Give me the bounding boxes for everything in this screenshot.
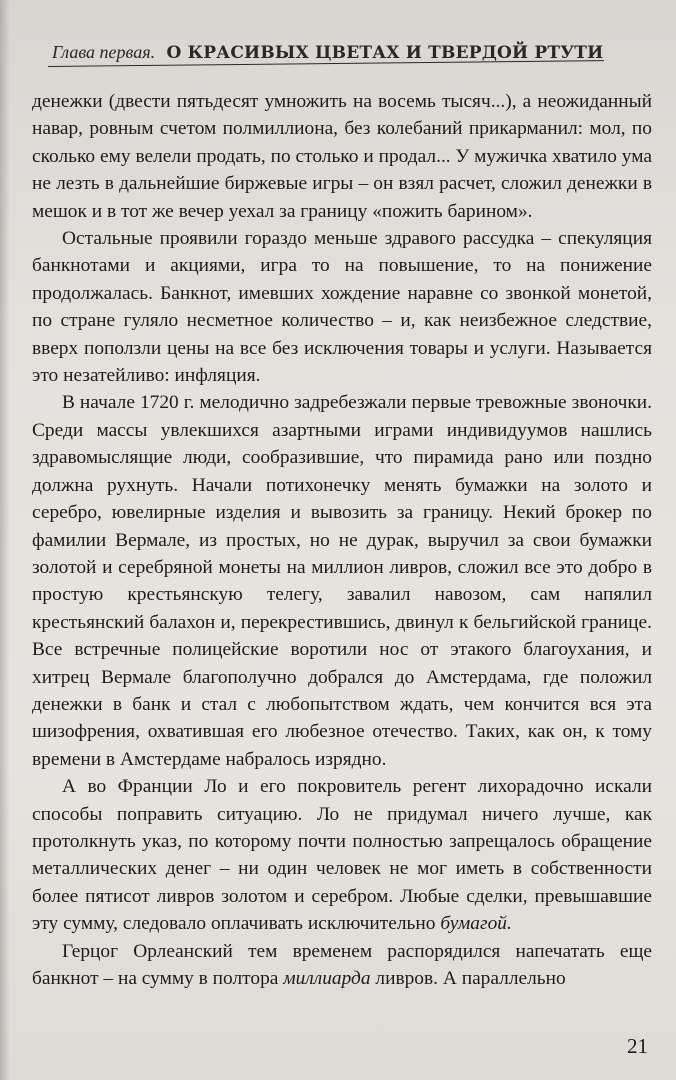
paragraph-4 [32, 773, 652, 937]
paragraph-5-text: Герцог Орлеанский тем временем распорядился напечатать еще банкнот – на сумму в полтора [32, 940, 652, 989]
paragraph-5-tail: ливров. А параллельно [370, 968, 566, 989]
paragraph-3 [32, 389, 652, 773]
paragraph-2-text: Остальные проявили гораздо меньше здравого рассудка – спекуляция банкнотами и акциями, игра то на повышение, то на понижение продолжалась. Банкнот, имевших хождение наравне со звонкой монетой, по стране гуляло несметное количество – и, как неизбежное следствие, вверх поползли цены на все без исключения товары и услуги. Называется это незатейливо: инфляция. [32, 228, 652, 387]
running-header [52, 42, 612, 63]
paragraph-5 [32, 938, 652, 993]
paragraph-1-text: денежки (двести пятьдесят умножить на восемь тысяч...), а неожиданный навар, ровным счетом полмиллиона, без колебаний прикарманил: мол, по сколько ему велели продать, по столько и продал... У мужичка хватило ума не лезть в дальнейшие биржевые игры – он взял расчет, сложил денежки в мешок и в тот же вечер уехал за границу «пожить барином». [32, 91, 652, 222]
page-gutter-shadow [0, 0, 10, 1080]
body-text [32, 88, 652, 992]
paragraph-4-text: А во Франции Ло и его покровитель регент лихорадочно искали способы поправить ситуацию. Ло не придумал ничего лучше, как протолкнуть указ, по которому почти полностью запрещалось обращение металлических денег – ни один человек не мог иметь в собственности более пятисот ливров золотом и серебром. Любые сделки, превышавшие эту сумму, следовало оплачивать исключительно [32, 776, 652, 935]
chapter-label: Глава первая. [52, 42, 156, 62]
page-number: 21 [627, 1034, 648, 1058]
paragraph-2 [32, 225, 652, 389]
paragraph-5-emphasis: миллиарда [283, 968, 371, 989]
chapter-title: О КРАСИВЫХ ЦВЕТАХ И ТВЕРДОЙ РТУТИ [166, 43, 604, 63]
paragraph-1 [32, 88, 652, 225]
paragraph-4-emphasis: бумагой. [440, 913, 512, 935]
paragraph-3-text: В начале 1720 г. мелодично задребезжали первые тревожные звоночки. Среди массы увлекшихся азартными играми индивидуумов нашлись здравомыслящие люди, сообразившие, что пирамида рано или поздно должна рухнуть. Начали потихонечку менять бумажки на золото и серебро, ювелирные изделия и вывозить за границу. Некий брокер по фамилии Вермале, из простых, но не дурак, выручил за свои бумажки золотой и серебряной монеты на миллион ливров, сложил все это добро в простую крестьянскую телегу, завалил навозом, сам напялил крестьянский балахон и, перекрестившись, двинул к бельгийской границе. Все встречные полицейские воротили нос от этакого благоухания, и хитрец Вермале благополучно добрался до Амстердама, где положил денежки в банк и стал с любопытством ждать, чем кончится вся эта шизофрения, охватившая его любезное отечество. Таких, как он, к тому времени в Амстердаме набралось изрядно. [32, 392, 652, 770]
